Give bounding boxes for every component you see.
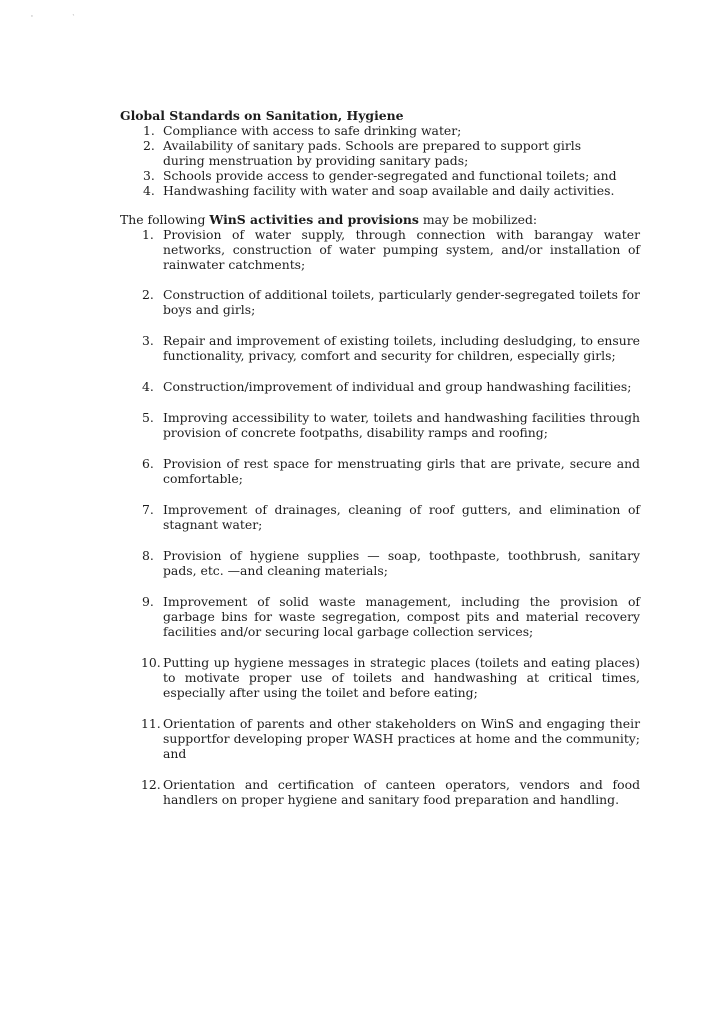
list-item: [120, 183, 640, 198]
item-number: 12.: [141, 777, 161, 792]
item-number: 1.: [142, 227, 154, 242]
intro-text-before: The following: [120, 212, 210, 227]
list-item: [120, 655, 640, 700]
intro-bold-phrase: WinS activities and provisions: [209, 212, 419, 227]
list-item: [120, 410, 640, 440]
corner-mark: ': [31, 14, 33, 22]
item-number: 3.: [143, 168, 155, 183]
list-item: [120, 716, 640, 761]
item-text: Improvement of drainages, cleaning of roof gutters, and elimination of stagnant water;: [163, 502, 640, 532]
item-text: Handwashing facility with water and soap available and daily activities.: [163, 183, 615, 198]
list-item: [120, 456, 640, 486]
standards-list: [120, 123, 640, 198]
item-number: 1.: [143, 123, 155, 138]
activities-list: [120, 227, 640, 807]
list-item: [120, 168, 640, 183]
list-item: [120, 548, 640, 578]
item-text: Availability of sanitary pads. Schools are prepared to support girls during menstruation by providing sanitary pads;: [163, 138, 582, 168]
item-number: 7.: [142, 502, 154, 517]
item-text: Improving accessibility to water, toilets and handwashing facilities through provision of concrete footpaths, disability ramps and roofing;: [163, 410, 640, 440]
item-text: Construction of additional toilets, particularly gender-segregated toilets for boys and girls;: [163, 287, 640, 317]
list-item: [120, 123, 640, 138]
item-text: Construction/improvement of individual and group handwashing facilities;: [163, 379, 632, 394]
corner-mark: `: [72, 14, 76, 22]
item-number: 8.: [142, 548, 154, 563]
item-text: Provision of hygiene supplies — soap, toothpaste, toothbrush, sanitary pads, etc. —and cleaning materials;: [163, 548, 640, 578]
item-number: 2.: [142, 287, 154, 302]
item-number: 10.: [141, 655, 161, 670]
list-item: [120, 138, 640, 168]
intro-text-after: may be mobilized:: [418, 212, 538, 227]
list-item: [120, 777, 640, 807]
list-item: [120, 594, 640, 639]
item-text: Improvement of solid waste management, including the provision of garbage bins for waste segregation, compost pits and material recovery facilities and/or securing local garbage collection services;: [163, 594, 640, 639]
item-number: 9.: [142, 594, 154, 609]
document-body: [120, 108, 640, 807]
item-number: 4.: [142, 379, 154, 394]
item-text: Repair and improvement of existing toilets, including desludging, to ensure functionality, privacy, comfort and security for children, especially girls;: [163, 333, 640, 363]
section-heading: Global Standards on Sanitation, Hygiene: [120, 108, 404, 123]
item-text: Provision of rest space for menstruating girls that are private, secure and comfortable;: [163, 456, 640, 486]
item-number: 5.: [142, 410, 154, 425]
item-number: 11.: [141, 716, 161, 731]
list-item: [120, 502, 640, 532]
list-item: [120, 287, 640, 317]
list-item: [120, 379, 640, 394]
item-text: Orientation of parents and other stakeholders on WinS and engaging their supportfor developing proper WASH practices at home and the community; and: [163, 716, 640, 761]
item-number: 6.: [142, 456, 154, 471]
item-text: Provision of water supply, through connection with barangay water networks, construction of water pumping system, and/or installation of rainwater catchments;: [163, 227, 640, 272]
item-text: Orientation and certification of canteen operators, vendors and food handlers on proper hygiene and sanitary food preparation and handling.: [163, 777, 640, 807]
item-number: 2.: [143, 138, 155, 153]
list-item: [120, 333, 640, 363]
list-item: [120, 227, 640, 272]
item-text: Compliance with access to safe drinking water;: [163, 123, 462, 138]
item-number: 4.: [143, 183, 155, 198]
item-text: Schools provide access to gender-segregated and functional toilets; and: [163, 168, 617, 183]
intro-paragraph: [120, 212, 640, 227]
item-text: Putting up hygiene messages in strategic places (toilets and eating places) to motivate proper use of toilets and handwashing at critical times, especially after using the toilet and before eating;: [163, 655, 640, 700]
item-number: 3.: [142, 333, 154, 348]
